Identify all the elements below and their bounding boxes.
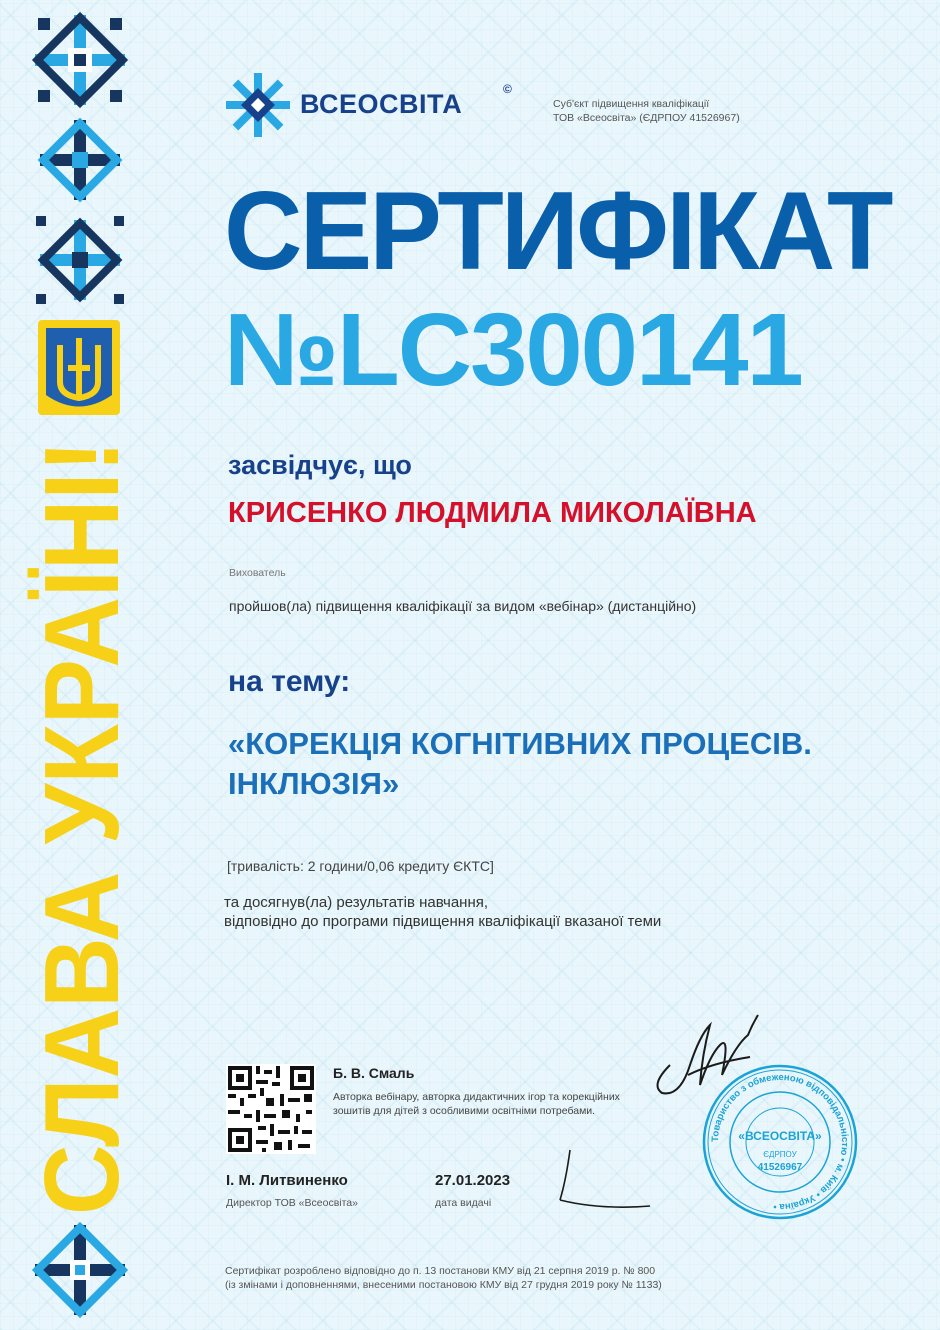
stamp-ring-text: Товариство з обмеженою відповідальністю • м. Київ • Україна • <box>709 1071 851 1213</box>
legal-footer <box>225 1264 662 1292</box>
certificate-number: №LC300141 <box>224 292 802 407</box>
results-line-1: та досягнув(ла) результатів навчання, <box>224 894 489 911</box>
qr-code-icon <box>226 1064 316 1154</box>
results-text <box>224 893 661 931</box>
certificate-title: СЕРТИФІКАТ <box>224 169 891 293</box>
issuer-line-1: Суб'єкт підвищення кваліфікації <box>553 98 710 110</box>
snowflake-logo-icon <box>222 70 294 140</box>
footer-line-1: Сертифікат розроблено відповідно до п. 13 постанови КМУ від 21 серпня 2019 р. № 800 <box>225 1265 656 1277</box>
recipient-position: Вихователь <box>229 567 286 579</box>
director-signature <box>540 1140 670 1220</box>
certifies-text: засвідчує, що <box>228 450 412 480</box>
stamp-code-label: ЄДРПОУ <box>763 1150 797 1159</box>
company-stamp <box>700 1062 860 1222</box>
footer-line-2: (із змінами і доповненнями, внесеними постановою КМУ від 27 грудня 2019 року № 1133) <box>225 1279 662 1291</box>
duration-text: [тривалість: 2 години/0,06 кредиту ЄКТС] <box>227 858 494 874</box>
stamp-code: 41526967 <box>757 1162 803 1173</box>
vseosvita-logo <box>222 70 512 140</box>
issue-date-label: дата видачі <box>435 1197 492 1209</box>
issuer-line-2: ТОВ «Всеосвіта» (ЄДРПОУ 41526967) <box>553 112 740 124</box>
topic-line-2: ІНКЛЮЗІЯ» <box>228 766 400 801</box>
stamp-center: «ВСЕОСВІТА» <box>738 1129 822 1143</box>
copyright-icon: © <box>503 82 512 96</box>
completion-text: пройшов(ла) підвищення кваліфікації за видом «вебінар» (дистанційно) <box>229 598 697 614</box>
topic-line-1: «КОРЕКЦІЯ КОГНІТИВНИХ ПРОЦЕСІВ. <box>228 726 812 761</box>
logo-wordmark: ВСЕОСВІТА <box>300 89 463 119</box>
author-desc-line-2: зошитів для дітей з особливими освітніми потребами. <box>333 1105 596 1117</box>
results-line-2: відповідно до програми підвищення кваліфікації вказаної теми <box>224 913 662 930</box>
director-name: І. М. Литвиненко <box>226 1172 348 1189</box>
topic-title <box>228 724 908 804</box>
director-role: Директор ТОВ «Всеосвіта» <box>226 1197 358 1209</box>
issuer-info <box>553 97 740 125</box>
author-description <box>333 1090 620 1118</box>
recipient-name: КРИСЕНКО ЛЮДМИЛА МИКОЛАЇВНА <box>228 497 757 529</box>
slogan-text: СЛАВА УКРАЇНІ! <box>23 373 141 1215</box>
slogan-vertical <box>0 0 145 1330</box>
author-name: Б. В. Смаль <box>333 1065 415 1081</box>
issue-date: 27.01.2023 <box>435 1172 511 1189</box>
topic-heading: на тему: <box>228 665 351 698</box>
author-desc-line-1: Авторка вебінару, авторка дидактичних ігор та корекційних <box>333 1091 620 1103</box>
